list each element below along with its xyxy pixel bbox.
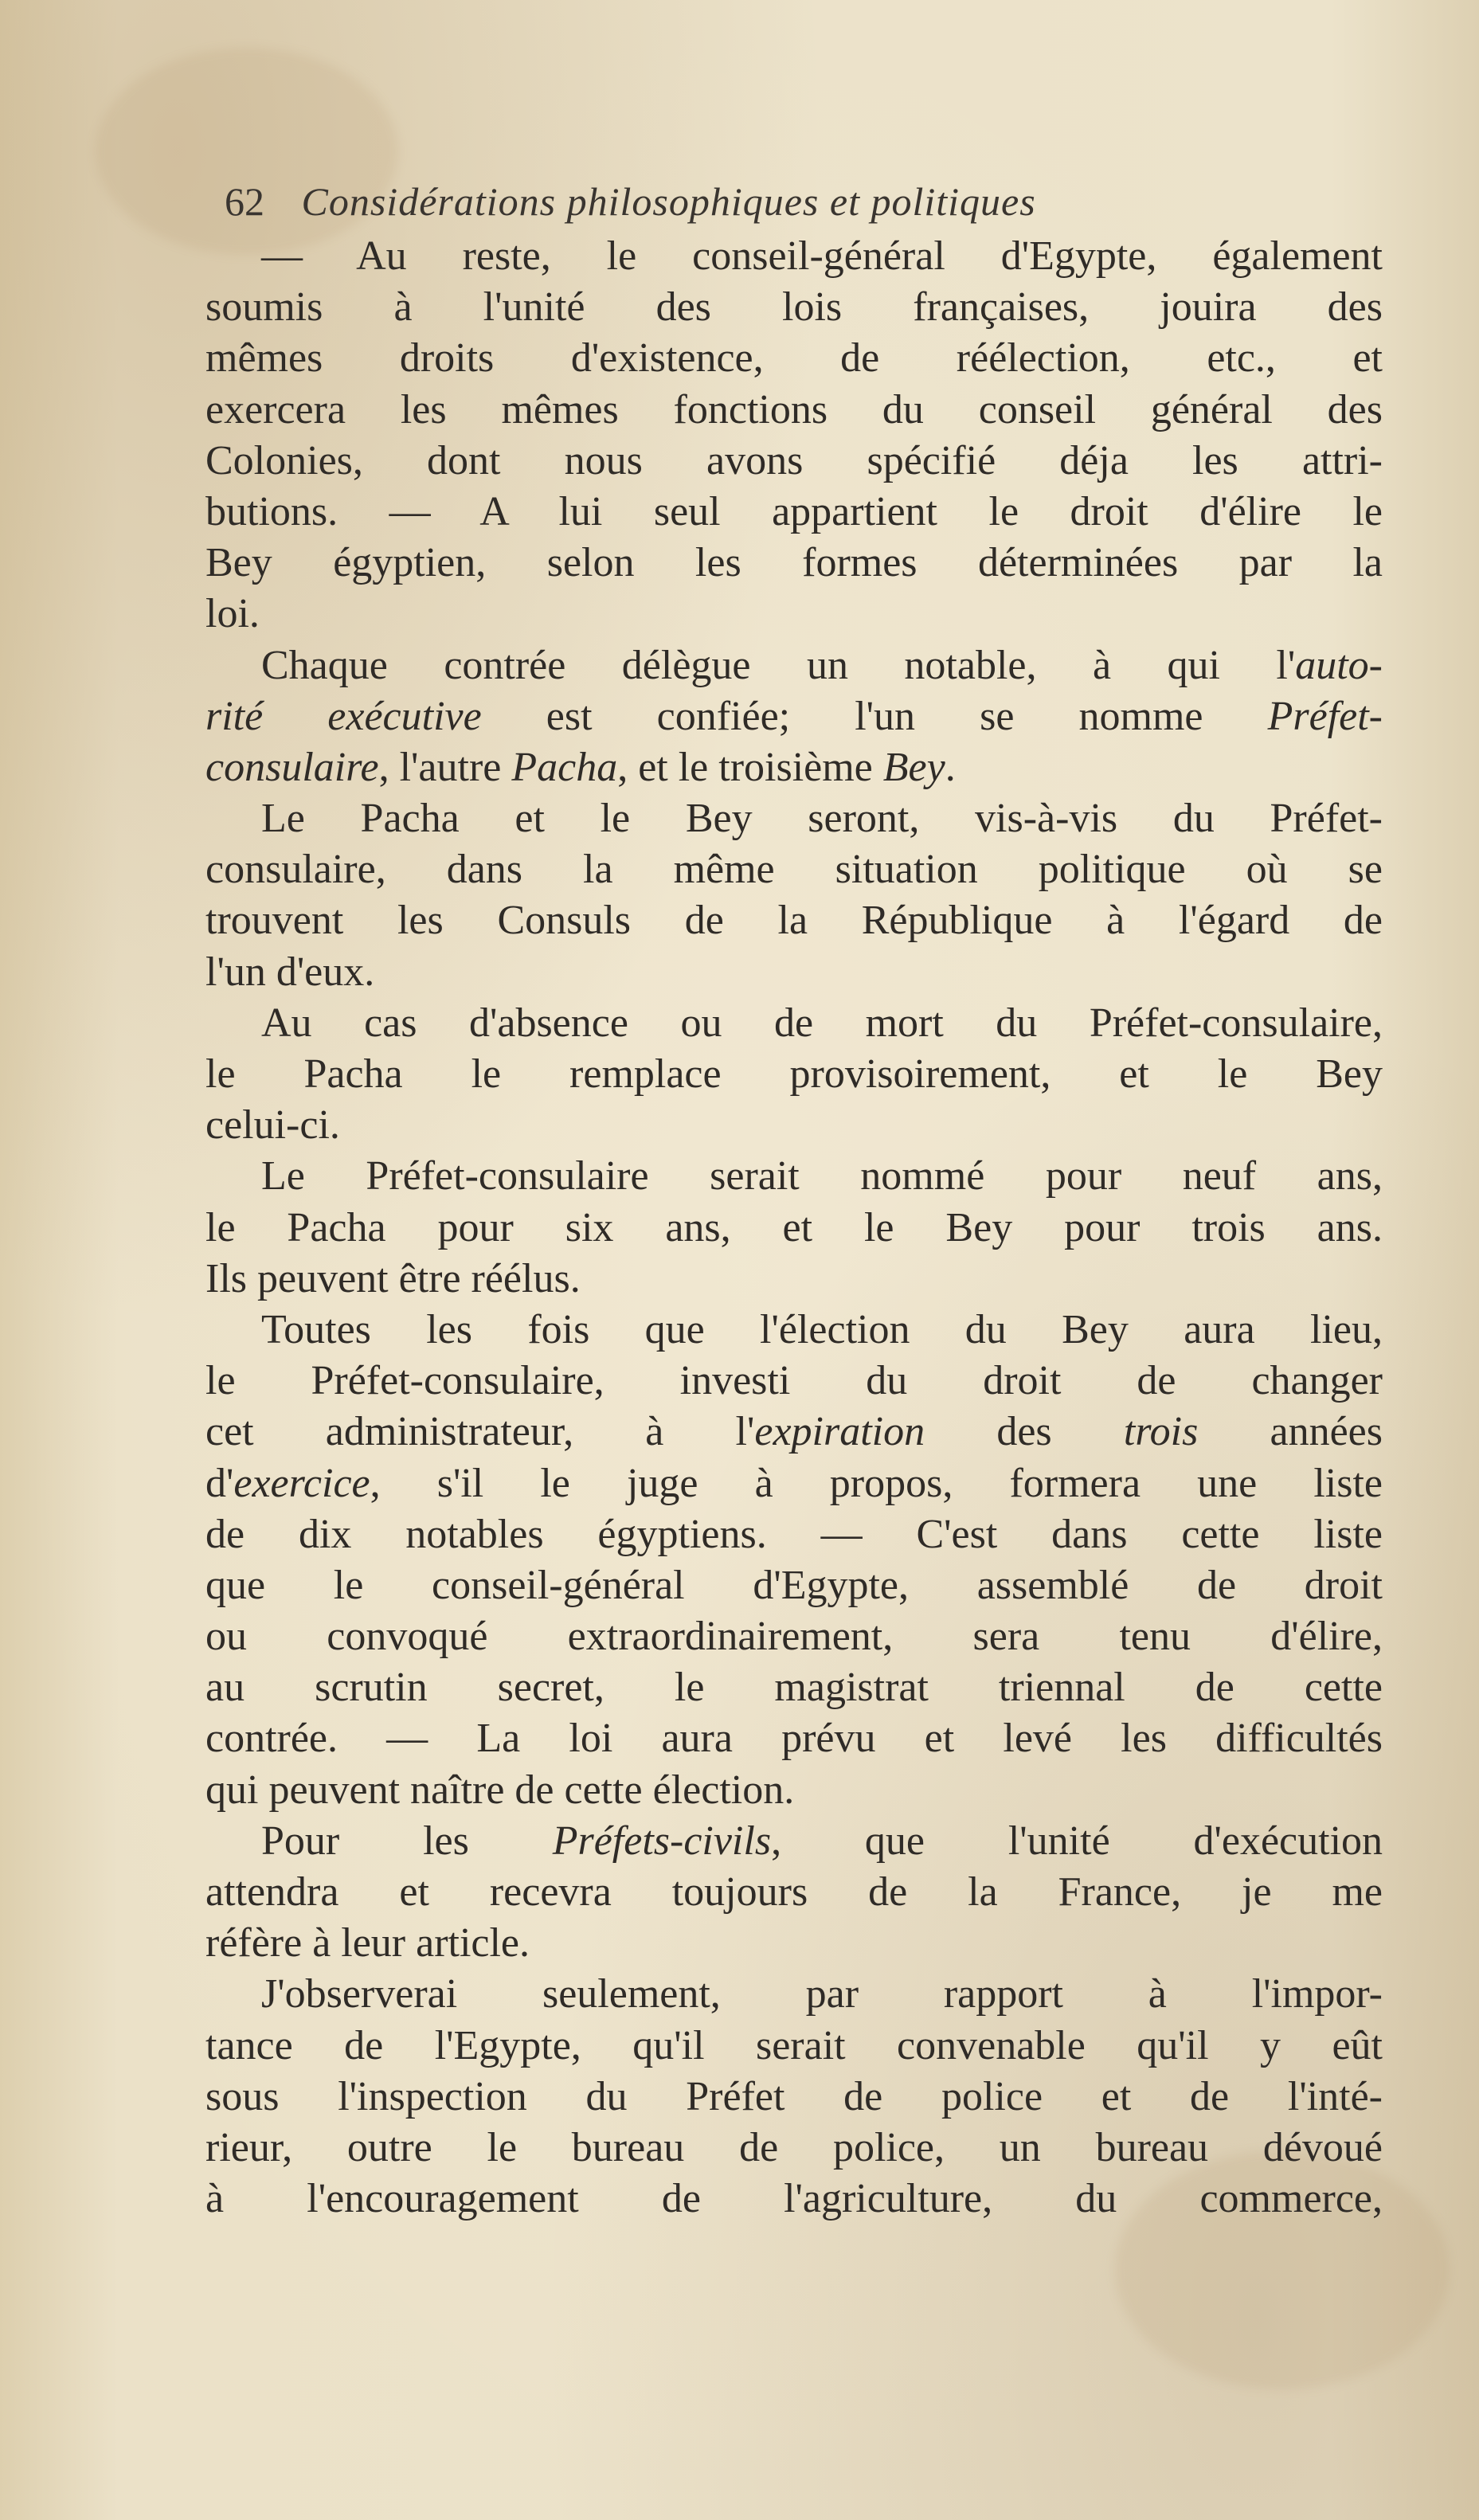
text-line <box>205 231 1383 282</box>
text-segment: sous l'inspection du Préfet de police et de l'inté- <box>205 2073 1383 2119</box>
text-segment: de dix notables égyptiens. — C'est dans cette liste <box>205 1511 1383 1557</box>
text-segment: trouvent les Consuls de la République à l'égard de <box>205 898 1383 944</box>
text-segment: le Pacha pour six ans, et le Bey pour trois ans. <box>205 1204 1383 1250</box>
text-line <box>205 1305 1383 1356</box>
text-segment: Ils peuvent être réélus. <box>205 1255 581 1301</box>
text-line <box>205 1203 1383 1254</box>
italic-text: exercice <box>233 1460 370 1506</box>
text-segment: ou convoqué extraordinairement, sera tenu d'élire, <box>205 1614 1383 1660</box>
italic-text: expiration <box>754 1409 925 1455</box>
text-segment: , s'il le juge à propos, formera une liste <box>370 1460 1383 1506</box>
text-line <box>205 1254 1383 1305</box>
text-segment: J'observerai seulement, par rapport à l'impor- <box>261 1971 1383 2017</box>
text-line <box>205 1049 1383 1100</box>
text-segment: Chaque contrée délègue un notable, à qui l' <box>261 642 1296 688</box>
text-line <box>205 947 1383 998</box>
text-line <box>205 1356 1383 1407</box>
italic-text: Préfet- <box>1267 693 1383 739</box>
text-segment: celui-ci. <box>205 1102 340 1148</box>
text-line <box>205 1100 1383 1151</box>
text-line <box>205 1969 1383 2020</box>
text-line <box>205 436 1383 487</box>
text-segment: que le conseil-général d'Egypte, assemblé de droit <box>205 1562 1383 1608</box>
text-segment: Bey égyptien, selon les formes déterminées par la <box>205 540 1383 586</box>
text-segment: est confiée; l'un se nomme <box>481 693 1268 739</box>
text-segment: le Pacha le remplace provisoirement, et le Bey <box>205 1051 1383 1097</box>
text-segment: à l'encouragement de l'agriculture, du commerce, <box>205 2176 1383 2222</box>
italic-text: Pacha <box>511 744 618 790</box>
text-segment: l'un d'eux. <box>205 949 375 995</box>
text-segment: Le Pacha et le Bey seront, vis-à-vis du Préfet- <box>261 796 1383 842</box>
text-line <box>205 1867 1383 1918</box>
text-segment: loi. <box>205 591 260 637</box>
text-segment: exercera les mêmes fonctions du conseil général des <box>205 386 1383 432</box>
running-title: Considérations philosophiques et politiques <box>301 179 1036 224</box>
text-line <box>205 1458 1383 1509</box>
text-segment: tance de l'Egypte, qu'il serait convenable qu'il y eût <box>205 2022 1383 2068</box>
text-segment: au scrutin secret, le magistrat triennal de cette <box>205 1665 1383 1711</box>
text-segment: soumis à l'unité des lois françaises, jouira des <box>205 284 1383 331</box>
text-segment: mêmes droits d'existence, de réélection, etc., et <box>205 335 1383 382</box>
italic-text: rité exécutive <box>205 693 482 739</box>
italic-text: consulaire <box>205 744 379 790</box>
text-line <box>205 487 1383 538</box>
text-line <box>205 1816 1383 1867</box>
text-segment: , et le troisième <box>617 744 883 790</box>
text-segment: contrée. — La loi aura prévu et levé les difficultés <box>205 1716 1383 1762</box>
italic-text: Bey <box>882 744 945 790</box>
text-line <box>205 1407 1383 1458</box>
text-segment: d' <box>205 1460 234 1506</box>
text-line <box>205 1918 1383 1969</box>
text-line <box>205 1713 1383 1764</box>
text-segment: , que l'unité d'exécution <box>771 1818 1383 1864</box>
text-line <box>205 538 1383 589</box>
text-segment: réfère à leur article. <box>205 1920 530 1966</box>
italic-text: Préfets-civils <box>552 1818 772 1864</box>
text-segment: Pour les <box>261 1818 553 1864</box>
text-line <box>205 333 1383 384</box>
text-line <box>205 282 1383 333</box>
text-line <box>205 1151 1383 1202</box>
text-line <box>205 589 1383 640</box>
text-segment: des <box>925 1409 1124 1455</box>
italic-text: auto- <box>1295 642 1383 688</box>
text-line <box>205 640 1383 691</box>
page-number: 62 <box>225 179 264 224</box>
text-line <box>205 691 1383 742</box>
text-line <box>205 793 1383 844</box>
text-line <box>205 998 1383 1049</box>
text-line <box>205 2072 1383 2123</box>
text-segment: Toutes les fois que l'élection du Bey aura lieu, <box>261 1306 1383 1352</box>
text-segment: années <box>1198 1409 1383 1455</box>
text-line <box>205 895 1383 946</box>
text-line <box>205 1509 1383 1560</box>
text-segment: cet administrateur, à l' <box>205 1409 755 1455</box>
text-segment: — Au reste, le conseil-général d'Egypte, également <box>261 233 1383 279</box>
text-segment: Colonies, dont nous avons spécifié déja les attri- <box>205 437 1383 483</box>
text-line <box>205 1560 1383 1611</box>
text-segment: qui peuvent naître de cette élection. <box>205 1767 795 1813</box>
text-segment: attendra et recevra toujours de la France, je me <box>205 1869 1383 1915</box>
running-header <box>225 178 1403 234</box>
text-segment: consulaire, dans la même situation politique où se <box>205 847 1383 893</box>
text-line <box>205 2174 1383 2225</box>
text-segment: Le Préfet-consulaire serait nommé pour neuf ans, <box>261 1153 1383 1199</box>
text-line <box>205 1611 1383 1662</box>
body-text <box>205 231 1383 2225</box>
text-line <box>205 1662 1383 1713</box>
text-line <box>205 385 1383 436</box>
text-line <box>205 1765 1383 1816</box>
text-segment: . <box>945 744 956 790</box>
text-line <box>205 2021 1383 2072</box>
text-segment: Au cas d'absence ou de mort du Préfet-consulaire, <box>261 1000 1383 1046</box>
text-line <box>205 2123 1383 2174</box>
text-segment: , l'autre <box>378 744 512 790</box>
text-segment: butions. — A lui seul appartient le droit d'élire le <box>205 488 1383 534</box>
text-segment: le Préfet-consulaire, investi du droit de changer <box>205 1358 1383 1404</box>
text-segment: rieur, outre le bureau de police, un bureau dévoué <box>205 2124 1383 2170</box>
text-line <box>205 844 1383 895</box>
text-line <box>205 742 1383 793</box>
italic-text: trois <box>1123 1409 1199 1455</box>
